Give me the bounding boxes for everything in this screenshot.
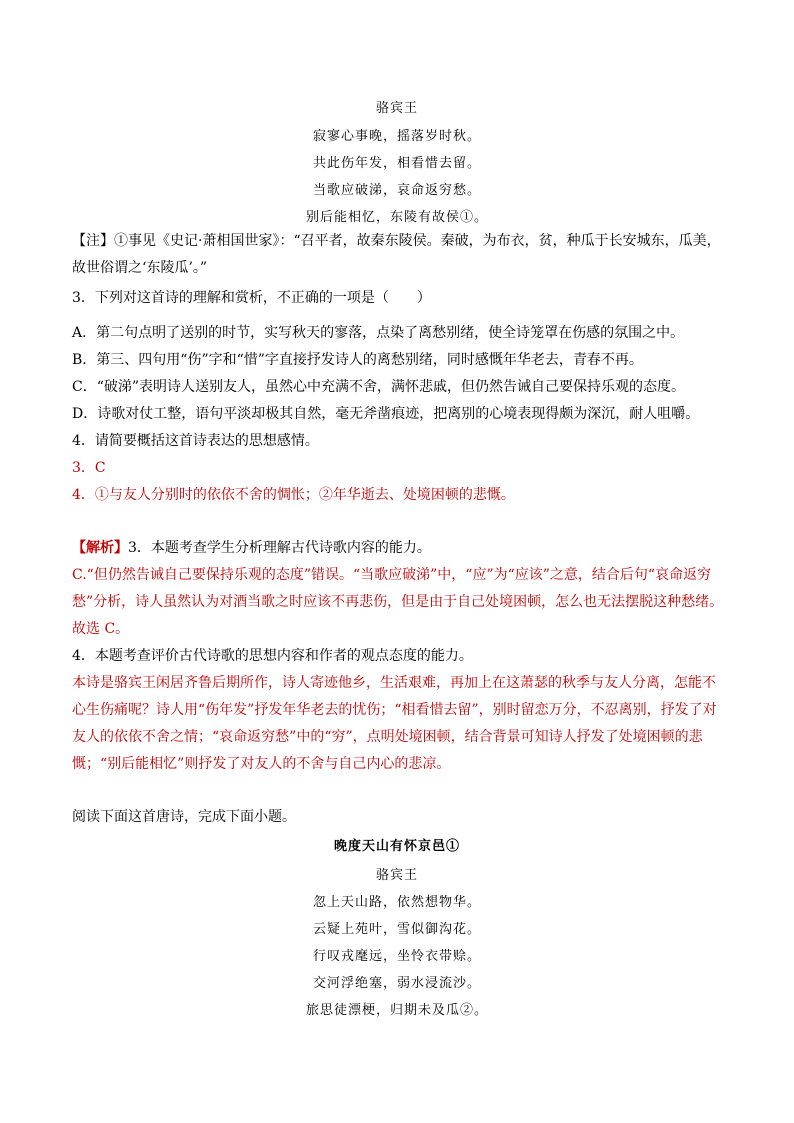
- question-4-stem: 4．请简要概括这首诗表达的思想感情。: [72, 433, 319, 449]
- poem-line: 别后能相忆，东陵有故侯①。: [305, 210, 488, 225]
- poem-line: 交河浮绝塞，弱水浸流沙。: [312, 976, 481, 991]
- analysis-heading: [72, 535, 724, 562]
- poem-line: 云疑上苑叶，雪似御沟花。: [312, 922, 481, 937]
- question-3-option-b: B．第三、四句用“伤”字和“惜”字直接抒发诗人的离愁别绪，同时感慨年华老去，青春不再。: [72, 352, 643, 368]
- question-3-option-c: C．“破涕”表明诗人送别友人，虽然心中充满不舍，满怀悲戚，但仍然告诫自己要保持乐观的态度。: [72, 379, 686, 395]
- poem-line: 行叹戎麾远，坐怜衣带赊。: [312, 949, 481, 964]
- poem-author: 骆宾王: [375, 101, 418, 116]
- analysis-q4-body: 本诗是骆宾王闲居齐鲁后期所作，诗人寄迹他乡，生活艰难，再加上在这萧瑟的秋季与友人分离，怎能不心生伤痛呢？诗人用“伤年发”抒发年华老去的忧伤；“相看惜去留”，别时留恋万分，不忍离别，抒发了对友人的依依不舍之情；“哀命返穷愁”中的“穷”，点明处境困顿，结合背景可知诗人抒发了处境困顿的悲慨；“别后能相忆”则抒发了对友人的不舍与自己内心的悲凉。: [72, 675, 717, 772]
- analysis-q3-body: C.“但仍然告诫自己要保持乐观的态度”错误。“当歌应破涕”中，“应”为“应该”之意，结合后句“哀命返穷愁”分析，诗人虽然认为对酒当歌之时应该不再悲伤，但是由于自己处境困顿，怎么也无法摆脱这种愁绪。: [72, 567, 724, 610]
- poem-note: 【注】①事见《史记·萧相国世家》：“召平者，故秦东陵侯。秦破，为布衣，贫，种瓜于长安城东，瓜美，故世俗谓之‘东陵瓜’。”: [72, 233, 721, 276]
- poem-line: 寂寥心事晚，摇落岁时秋。: [312, 129, 481, 144]
- poem-title: 晚度天山有怀京邑①: [333, 839, 460, 854]
- analysis-q3-conclusion: 故选 C。: [72, 621, 130, 637]
- question-3-stem: 3．下列对这首诗的理解和赏析，不正确的一项是（ ）: [72, 290, 431, 306]
- analysis-tag: 【解析】: [72, 540, 128, 556]
- question-3-option-a: A．第二句点明了送别的时节，实写秋天的寥落，点染了离愁别绪，使全诗笼罩在伤感的氛围之中。: [72, 325, 685, 341]
- poem-line: 忽上天山路，依然想物华。: [312, 895, 481, 910]
- poem-author: 骆宾王: [375, 868, 418, 883]
- analysis-q3-intro: 3．本题考查学生分析理解古代诗歌内容的能力。: [128, 540, 431, 556]
- poem-line: 当歌应破涕，哀命返穷愁。: [312, 183, 481, 198]
- reading-instruction: 阅读下面这首唐诗，完成下面小题。: [72, 809, 296, 825]
- analysis-q4-intro: 4．本题考查评价古代诗歌的思想内容和作者的观点态度的能力。: [72, 648, 473, 664]
- answer-4: 4．①与友人分别时的依依不舍的惆怅；②年华逝去、处境困顿的悲慨。: [72, 487, 515, 503]
- poem-line: 旅思徒漂梗，归期未及瓜②。: [305, 1003, 488, 1018]
- question-3-option-d: D．诗歌对仗工整，语句平淡却极其自然，毫无斧凿痕迹，把离别的心境表现得颇为深沉，耐人咀嚼。: [72, 406, 700, 422]
- poem-line: 共此伤年发，相看惜去留。: [312, 156, 481, 171]
- answer-3: 3．C: [72, 460, 106, 476]
